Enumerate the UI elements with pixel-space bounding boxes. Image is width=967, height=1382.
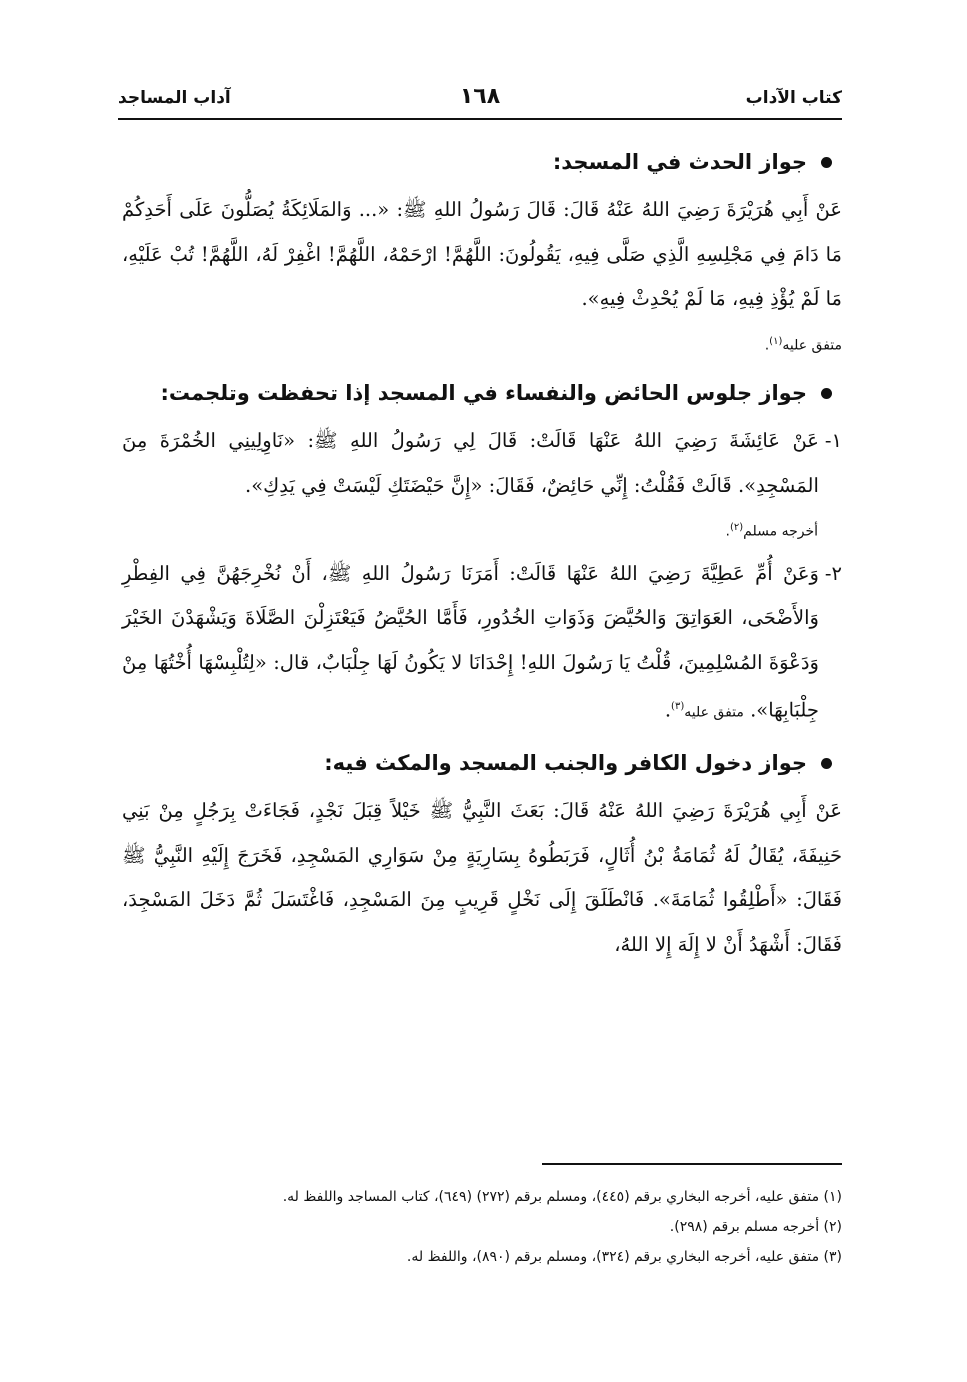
footnote-2: (٢) أخرجه مسلم برقم (٢٩٨). [669, 1219, 842, 1235]
footnote-1: (١) متفق عليه، أخرجه البخاري برقم (٤٤٥)، ومسلم برقم (٢٧٢) (٦٤٩)، كتاب المساجد واللفظ له. [282, 1189, 842, 1205]
bullet-icon [821, 157, 832, 168]
section-heading-text: جواز دخول الكافر والجنب المسجد والمكث فيه: [324, 751, 807, 776]
page-header [118, 84, 842, 120]
reference-text: متفق عليه [684, 704, 744, 721]
hadith-body: عَنْ أَبِي هُرَيْرَةَ رَضِيَ اللهُ عَنْهُ قَالَ: قَالَ رَسُولُ اللهِ ﷺ: «... وَالمَلَائِكَةُ يُصَلُّونَ عَلَى أَحَدِكُمْ مَا دَامَ فِي مَجْلِسِهِ الَّذِي صَلَّى فِيهِ، يَقُولُونَ: اللَّهُمَّ! ارْحَمْهُ، اللَّهُمَّ! اغْفِرْ لَهُ، اللَّهُمَّ! تُبْ عَلَيْهِ، مَا لَمْ يُؤْذِ فِيهِ، مَا لَمْ يُحْدِثْ فِيهِ». [122, 198, 842, 310]
bullet-icon [821, 388, 832, 399]
footnote-separator [542, 1163, 842, 1165]
header-rule [118, 118, 842, 120]
hadith-body: عَنْ عَائِشَةَ رَضِيَ اللهُ عَنْهَا قَالَتْ: قَالَ لِي رَسُولُ اللهِ ﷺ: «نَاوِلِينِي الخُمْرَةَ مِنَ المَسْجِدِ». قَالَتْ فَقُلْتُ: إِنِّي حَائِضٌ، فَقَالَ: «إِنَّ حَيْضَتَكِ لَيْسَتْ فِي يَدِكِ». [122, 429, 819, 497]
section-heading [122, 140, 832, 184]
numbered-hadith-1 [122, 419, 842, 508]
hadith-body: وَعَنْ أُمِّ عَطِيَّةَ رَضِيَ اللهُ عَنْهَا قَالَتْ: أَمَرَنَا رَسُولُ اللهِ ﷺ، أَنْ نُخْرِجَهُنَّ فِي الفِطْرِ وَالأَضْحَى، العَوَاتِقَ وَالحُيَّضَ وَذَوَاتِ الخُدُورِ، فَأَمَّا الحُيَّضُ فَيَعْتَزِلْنَ الصَّلَاةَ وَيَشْهَدْنَ الخَيْرَ وَدَعْوَةَ المُسْلِمِينَ، قُلْتُ يَا رَسُولَ اللهِ! إِحْدَانَا لا يَكُونُ لَهَا جِلْبَابٌ، قال: «لِتُلْبِسْهَا أُخْتُهَا مِنْ جِلْبَابِهَا». [122, 561, 819, 722]
bullet-icon [821, 758, 832, 769]
section-kafir [122, 741, 842, 967]
section-heading [122, 741, 832, 785]
hadith-reference: متفق عليه$^{(١)}$. [764, 335, 842, 354]
footnote-marker[interactable]: (٢) [729, 522, 744, 534]
book-title: كتاب الآداب [745, 88, 842, 108]
section-heading-text: جواز جلوس الحائض والنفساء في المسجد إذا تحفظت وتلجمت: [160, 381, 807, 406]
page-number: ١٦٨ [459, 84, 501, 109]
footnote-marker[interactable]: (١) [769, 335, 783, 347]
hadith-text [122, 789, 842, 967]
hadith-body-with-ref: وَعَنْ أُمِّ عَطِيَّةَ رَضِيَ اللهُ عَنْهَا قَالَتْ: أَمَرَنَا رَسُولُ اللهِ ﷺ، أَنْ نُخْرِجَهُنَّ فِي الفِطْرِ وَالأَضْحَى، العَوَاتِقَ وَالحُيَّضَ وَذَوَاتِ الخُدُورِ، فَأَمَّا الحُيَّضُ فَيَعْتَزِلْنَ الصَّلَاةَ وَيَشْهَدْنَ الخَيْرَ وَدَعْوَةَ المُسْلِمِينَ، قُلْتُ يَا رَسُولَ اللهِ! إِحْدَانَا لا يَكُونُ لَهَا جِلْبَابٌ، قال: «لِتُلْبِسْهَا أُخْتُهَا مِنْ جِلْبَابِهَا». متفق عليه$^{(٣)}$. [122, 561, 819, 722]
section-haid [122, 371, 842, 735]
item-number: ١- [824, 429, 842, 453]
hadith-body: عَنْ أَبِي هُرَيْرَةَ رَضِيَ اللهُ عَنْهُ قَالَ: بَعَثَ النَّبِيُّ ﷺ خَيْلاً قِبَلَ نَجْدٍ، فَجَاءَتْ بِرَجُلٍ مِنْ بَنِي حَنِيفَةَ، يُقَالُ لَهُ ثُمَامَةُ بْنُ أُثَالٍ، فَرَبَطُوهُ بِسَارِيَةٍ مِنْ سَوَارِي المَسْجِدِ، فَخَرَجَ إِلَيْهِ النَّبِيُّ ﷺ فَقَالَ: «أَطْلِقُوا ثُمَامَةَ». فَانْطَلَقَ إِلَى نَخْلٍ قَرِيبٍ مِنَ المَسْجِدِ، فَاغْتَسَلَ ثُمَّ دَخَلَ المَسْجِدَ، فَقَالَ: أَشْهَدُ أَنْ لا إِلَهَ إِلا اللهُ، [122, 799, 842, 956]
footnotes [122, 1182, 842, 1272]
footnote-3: (٣) متفق عليه، أخرجه البخاري برقم (٣٢٤)، ومسلم برقم (٨٩٠)، واللفظ له. [406, 1249, 842, 1265]
reference-text: أخرجه مسلم [743, 523, 818, 540]
numbered-hadith-2 [122, 552, 842, 736]
hadith-reference: أخرجه مسلم$^{(٢)}$. [725, 522, 818, 540]
footnote-marker[interactable]: (٣) [671, 701, 685, 713]
section-heading [122, 371, 832, 415]
item-number: ٢- [824, 561, 842, 585]
section-heading-text: جواز الحدث في المسجد: [552, 150, 807, 174]
section-hadath [122, 140, 842, 365]
hadith-text [122, 188, 842, 322]
page-body [122, 140, 842, 967]
chapter-title: آداب المساجد [118, 88, 231, 108]
reference-text: متفق عليه [782, 337, 842, 354]
